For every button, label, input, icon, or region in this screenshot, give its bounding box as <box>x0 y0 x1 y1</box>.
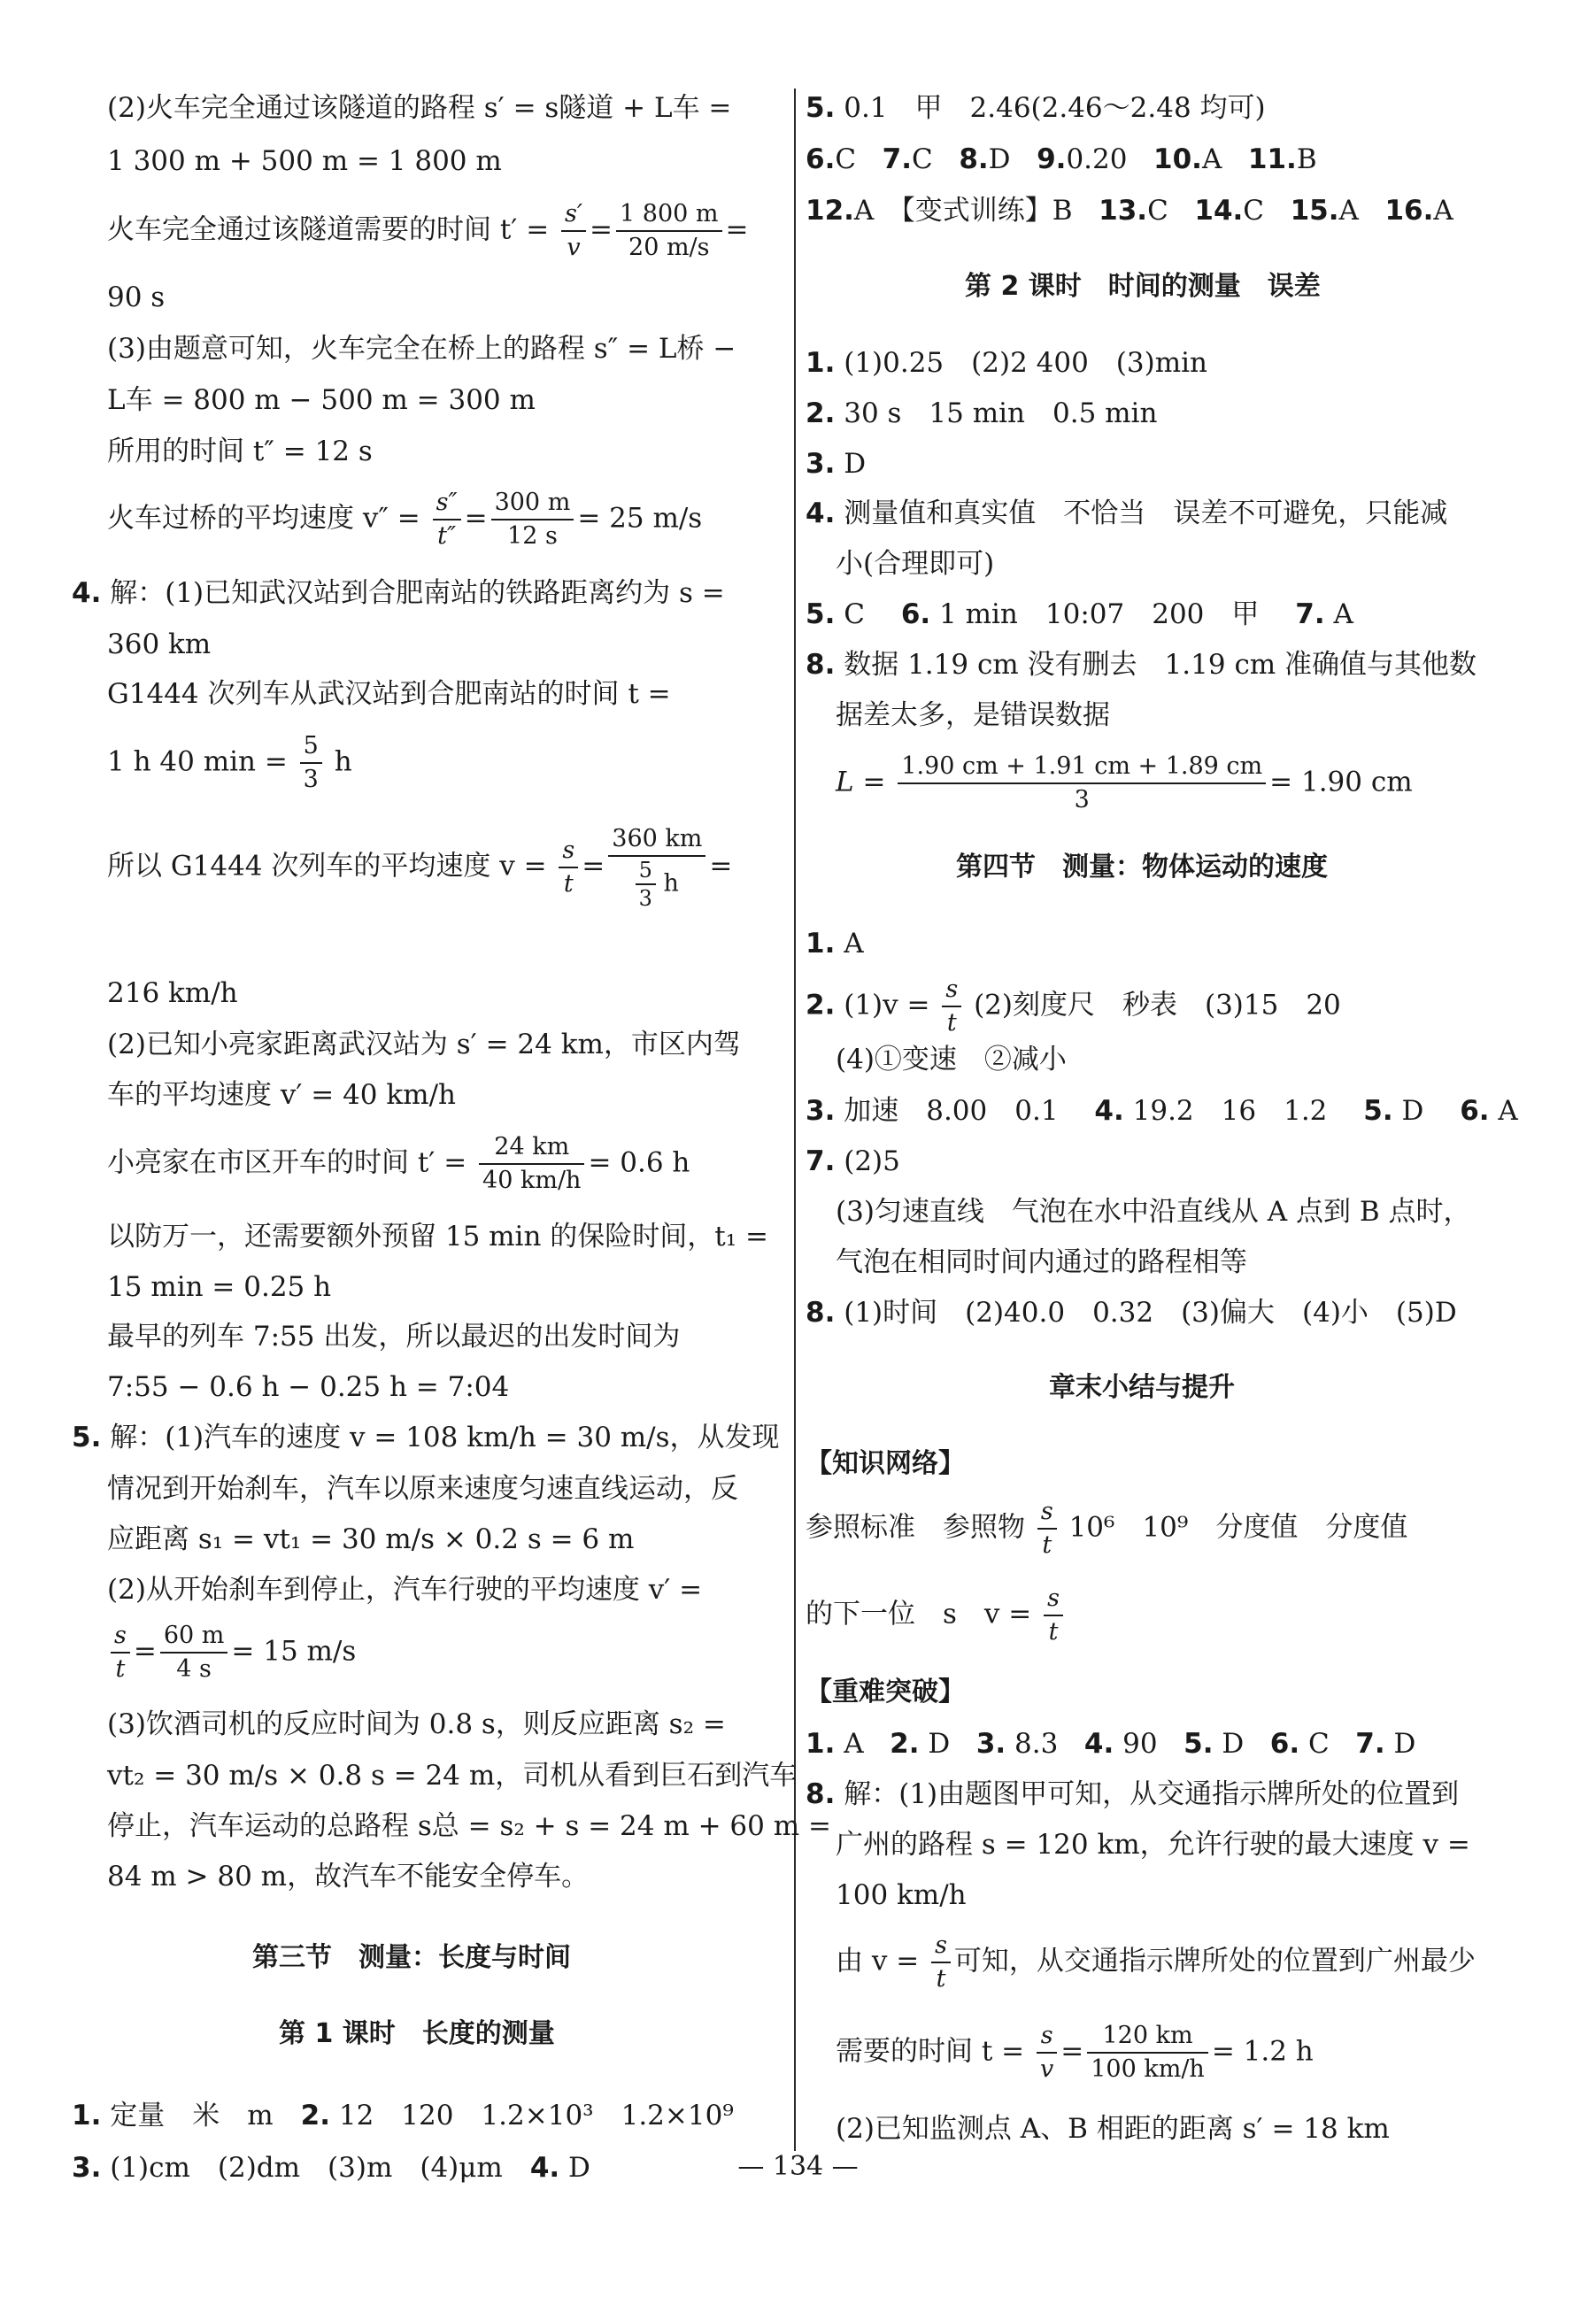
text-line: 216 km/h <box>107 977 238 1009</box>
question-5: 5. 解：(1)汽车的速度 v = 108 km/h = 30 m/s，从发现 <box>72 1422 780 1453</box>
formula-line: 由 v = $\frac{s}{t}$ 可知，从交通指示牌所处的位置到广州最少 <box>836 1930 1476 1995</box>
fraction: $\frac{s}{t}$ <box>559 835 578 900</box>
text-line: 15 min = 0.25 h <box>107 1271 332 1303</box>
fraction: $\frac{s}{t}$ <box>1044 1583 1063 1648</box>
answer-line: 3. D <box>806 448 867 480</box>
formula-line: 1 h 40 min = $\frac{5}{3}$ h <box>102 730 352 796</box>
text-line: 停止，汽车运动的总路程 s总 = s₂ + s = 24 m + 60 m = <box>107 1810 831 1842</box>
fraction: $\frac{s}{v}$ <box>1037 2020 1057 2085</box>
fraction: $\frac{s''}{t''}$ <box>433 487 461 552</box>
answer-line: 7. (2)5 <box>806 1145 900 1177</box>
text-line: 气泡在相同时间内通过的路程相等 <box>836 1246 1247 1278</box>
fraction: $\frac{s}{t}$ <box>931 1930 951 1995</box>
page-number: — 134 — <box>737 2151 859 2182</box>
formula-line: 火车过桥的平均速度 v″ = $\frac{s''}{t''}$ = $\frac{300 m}{12 s}$ = 25 m/s <box>102 487 702 552</box>
text-line: 应距离 s₁ = vt₁ = 30 m/s × 0.2 s = 6 m <box>107 1523 635 1555</box>
text-line: vt₂ = 30 m/s × 0.8 s = 24 m，司机从看到巨石到汽车 <box>107 1760 798 1792</box>
section-heading: 第四节 测量：物体运动的速度 <box>956 852 1328 883</box>
section-heading: 第三节 测量：长度与时间 <box>252 1942 571 1973</box>
text-line: 广州的路程 s = 120 km，允许行驶的最大速度 v = <box>836 1829 1470 1861</box>
text-line: 90 s <box>107 281 166 313</box>
fraction: $\frac{1 800 m}{20 m/s}$ <box>616 198 721 264</box>
text-line: 所用的时间 t″ = 12 s <box>107 436 373 467</box>
answer-line: 12.A 【变式训练】B 13.C 14.C 15.A 16.A <box>806 195 1453 227</box>
fraction: $\frac{60 m}{4 s}$ <box>160 1620 228 1685</box>
text-line: (3)匀速直线 气泡在水中沿直线从 A 点到 B 点时， <box>836 1196 1471 1228</box>
text-line: G1444 次列车从武汉站到合肥南站的时间 t = <box>107 678 671 710</box>
answer-line: 6.C 7.C 8.D 9.0.20 10.A 11.B <box>806 143 1317 175</box>
answer-line: 4. 测量值和真实值 不恰当 误差不可避免，只能减 <box>806 497 1448 529</box>
formula-line: 的下一位 s v = $\frac{s}{t}$ <box>806 1583 1067 1648</box>
fraction: 360 km $\frac{5}{3}$ h <box>608 823 705 912</box>
fraction: $\frac{1.90 cm + 1.91 cm + 1.89 cm}{3}$ <box>898 751 1266 816</box>
text-line: (2)火车完全通过该隧道的路程 s′ = s隧道 + L车 = <box>107 92 732 124</box>
answer-line: 8. 解：(1)由题图甲可知，从交通指示牌所处的位置到 <box>806 1778 1460 1810</box>
answer-line: 5. 0.1 甲 2.46(2.46～2.48 均可) <box>806 92 1266 124</box>
fraction: $\frac{s}{t}$ <box>111 1620 130 1685</box>
text-line: 据差太多，是错误数据 <box>836 699 1110 731</box>
formula-line: 所以 G1444 次列车的平均速度 v = $\frac{s}{t}$ = 360 km $\frac{5}{3}$ h = <box>107 825 733 911</box>
section-heading: 章末小结与提升 <box>1049 1372 1235 1403</box>
question-4: 4. 解：(1)已知武汉站到合肥南站的铁路距离约为 s = <box>72 577 725 609</box>
text-line: (2)已知小亮家距离武汉站为 s′ = 24 km，市区内驾 <box>107 1029 741 1060</box>
subsection-heading: 【重难突破】 <box>806 1677 965 1708</box>
text-line: (4)①变速 ②减小 <box>836 1044 1067 1075</box>
answer-line: 1. A 2. D 3. 8.3 4. 90 5. D 6. C 7. D <box>806 1728 1416 1760</box>
answer-line: 2. 30 s 15 min 0.5 min <box>806 397 1158 429</box>
fraction: $\frac{s}{t}$ <box>1037 1496 1057 1561</box>
text-line: (2)已知监测点 A、B 相距的距离 s′ = 18 km <box>836 2113 1390 2145</box>
formula-line: $\frac{s}{t}$ = $\frac{60 m}{4 s}$ = 15 m/s <box>102 1620 356 1685</box>
answer-line: 3. 加速 8.00 0.1 4. 19.2 16 1.2 5. D 6. A <box>806 1095 1518 1127</box>
answer-line: 8. 数据 1.19 cm 没有删去 1.19 cm 准确值与其他数 <box>806 649 1477 681</box>
text-line: 最早的列车 7:55 出发，所以最迟的出发时间为 <box>107 1321 681 1353</box>
answer-line: 3. (1)cm (2)dm (3)m (4)μm 4. D <box>72 2152 590 2184</box>
lesson-heading: 第 1 课时 长度的测量 <box>279 2018 555 2049</box>
fraction: $\frac{120 km}{100 km/h}$ <box>1087 2020 1208 2085</box>
answer-line: 1. A <box>806 928 864 960</box>
fraction: $\frac{s'}{v}$ <box>561 198 586 264</box>
formula-line: 需要的时间 t = $\frac{s}{v}$ = $\frac{120 km}{100 km/h}$ = 1.2 h <box>836 2020 1314 2085</box>
text-line: L车 = 800 m − 500 m = 300 m <box>107 384 536 416</box>
subsection-heading: 【知识网络】 <box>806 1448 965 1479</box>
formula-line: 参照标准 参照物 $\frac{s}{t}$ 10⁶ 10⁹ 分度值 分度值 <box>806 1496 1407 1561</box>
answer-line: 1. (1)0.25 (2)2 400 (3)min <box>806 347 1207 379</box>
text-line: (3)由题意可知，火车完全在桥上的路程 s″ = L桥 − <box>107 333 736 365</box>
formula-line: 2. (1)v = $\frac{s}{t}$ (2)刻度尺 秒表 (3)15 20 <box>806 974 1341 1039</box>
text-line: 7:55 − 0.6 h − 0.25 h = 7:04 <box>107 1371 510 1403</box>
answer-line: 1. 定量 米 m 2. 12 120 1.2×10³ 1.2×10⁹ <box>72 2100 734 2132</box>
text-line: 84 m > 80 m，故汽车不能安全停车。 <box>107 1861 590 1893</box>
formula-line: 小亮家在市区开车的时间 t′ = $\frac{24 km}{40 km/h}$ = 0.6 h <box>102 1131 690 1197</box>
fraction: $\frac{300 m}{12 s}$ <box>491 487 574 552</box>
text-line: (3)饮酒司机的反应时间为 0.8 s，则反应距离 s₂ = <box>107 1708 726 1740</box>
text-line: 1 300 m + 500 m = 1 800 m <box>107 145 502 177</box>
fraction: $\frac{24 km}{40 km/h}$ <box>479 1131 584 1197</box>
answer-line: 8. (1)时间 (2)40.0 0.32 (3)偏大 (4)小 (5)D <box>806 1297 1457 1329</box>
lesson-heading: 第 2 课时 时间的测量 误差 <box>965 271 1321 302</box>
text-line: 360 km <box>107 628 212 660</box>
fraction: $\frac{5}{3}$ <box>300 730 322 796</box>
fraction: $\frac{s}{t}$ <box>942 974 961 1039</box>
text-line: (2)从开始刹车到停止，汽车行驶的平均速度 v′ = <box>107 1574 703 1606</box>
answer-line: 5. C 6. 1 min 10:07 200 甲 7. A <box>806 598 1353 630</box>
text-line: 100 km/h <box>836 1879 967 1911</box>
text-line: 小(合理即可) <box>836 548 995 580</box>
text-line: 车的平均速度 v′ = 40 km/h <box>107 1079 456 1111</box>
formula-line: L = $\frac{1.90 cm + 1.91 cm + 1.89 cm}{3}$ = 1.90 cm <box>836 751 1413 816</box>
text-line: 以防万一，还需要额外预留 15 min 的保险时间，t₁ = <box>107 1221 768 1253</box>
text-line: 情况到开始刹车，汽车以原来速度匀速直线运动，反 <box>107 1473 738 1505</box>
formula-line: 火车完全通过该隧道需要的时间 t′ = $\frac{s'}{v}$ = $\frac{1 800 m}{20 m/s}$ = <box>102 198 749 264</box>
